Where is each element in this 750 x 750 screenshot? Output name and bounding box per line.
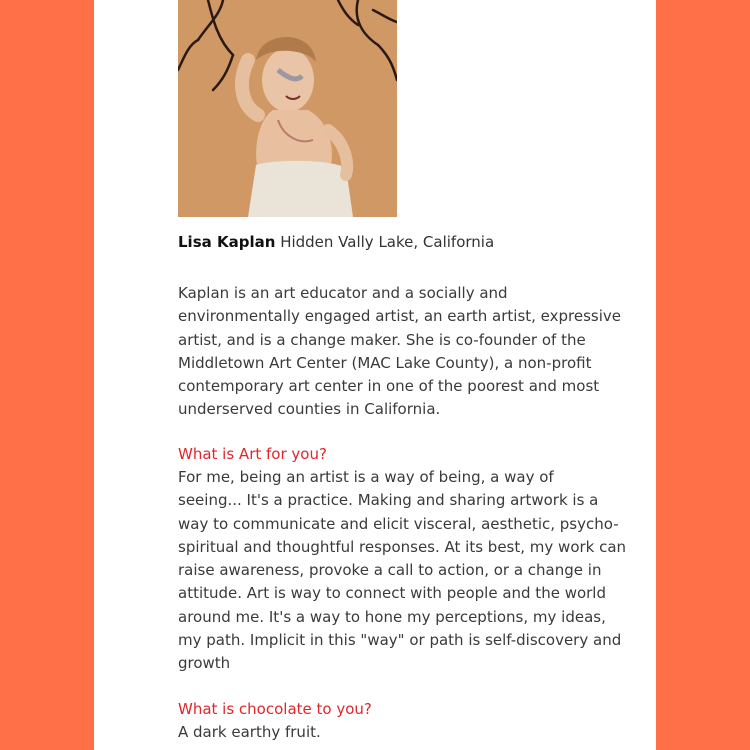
artist-location: Hidden Vally Lake, California xyxy=(280,233,495,251)
bio-line: underserved counties in California. xyxy=(178,400,441,419)
answer-chocolate xyxy=(178,721,618,744)
artist-portrait-image xyxy=(178,0,397,217)
question-art: What is Art for you? xyxy=(178,445,327,463)
artist-name: Lisa Kaplan xyxy=(178,233,276,251)
bio-line: Middletown Art Center (MAC Lake County), a non-profit xyxy=(178,353,592,372)
answer-line: around me. It's a way to hone my perceptions, my ideas, xyxy=(178,607,606,626)
answer-line: way to communicate and elicit visceral, aesthetic, psycho- xyxy=(178,514,619,533)
answer-line: spiritual and thoughtful responses. At its best, my work can xyxy=(178,537,627,556)
answer-line: A dark earthy fruit. xyxy=(178,723,321,741)
answer-line: my path. Implicit in this "way" or path is self-discovery and xyxy=(178,631,622,650)
bio-paragraph xyxy=(178,282,622,422)
artist-portrait-photo xyxy=(178,0,397,217)
answer-line: raise awareness, provoke a call to action, or a change in xyxy=(178,561,602,580)
answer-line: For me, being an artist is a way of being, a way of xyxy=(178,468,554,486)
bio-line: Kaplan is an art educator and a socially and xyxy=(178,284,508,302)
answer-line: growth xyxy=(178,654,231,673)
bio-line: environmentally engaged artist, an earth artist, expressive xyxy=(178,307,622,326)
article-page xyxy=(94,0,656,750)
bio-line: artist, and is a change maker. She is co-founder of the xyxy=(178,330,586,349)
question-chocolate: What is chocolate to you? xyxy=(178,700,372,718)
bio-line: contemporary art center in one of the poorest and most xyxy=(178,377,600,396)
artist-byline xyxy=(178,230,494,254)
answer-line: seeing... It's a practice. Making and sharing artwork is a xyxy=(178,491,599,510)
answer-art xyxy=(178,466,627,676)
answer-line: attitude. Art is way to connect with people and the world xyxy=(178,584,606,603)
